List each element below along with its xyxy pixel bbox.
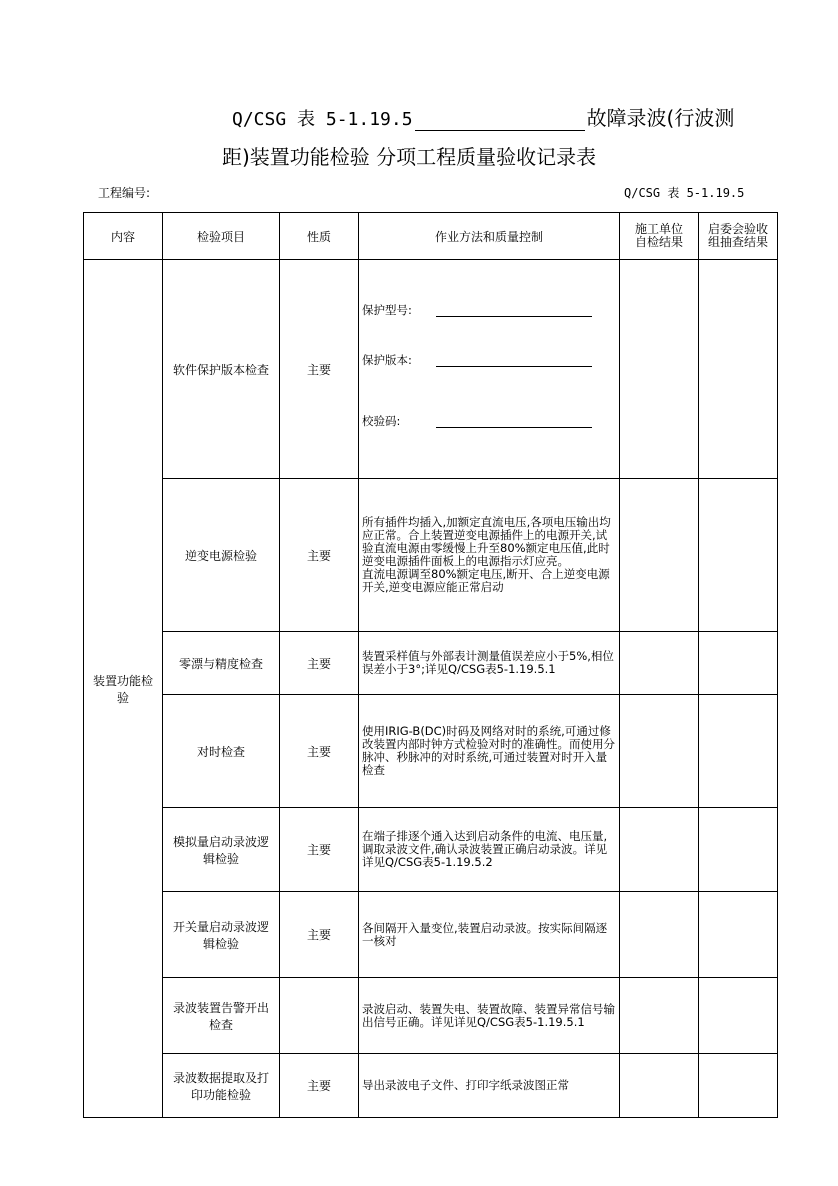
header-self-check-line1: 施工单位 bbox=[634, 222, 683, 236]
method-cell: 所有插件均插入,加额定直流电压,各项电压输出均应正常。合上装置逆变电源插件上的电源开关,试验直流电源由零缓慢上升至80%额定电压值,此时逆变电源插件面板上的电源指示灯应亮。 直流电源调至80%额定电压,断开、合上逆变电源开关,逆变电源应能正常启动 bbox=[359, 479, 620, 632]
nature-cell: 主要 bbox=[280, 479, 359, 632]
self-check-cell[interactable] bbox=[620, 892, 699, 978]
acceptance-cell[interactable] bbox=[699, 1054, 778, 1118]
project-number-label: 工程编号: bbox=[98, 186, 151, 200]
acceptance-cell[interactable] bbox=[699, 632, 778, 695]
method-cell: 使用IRIG-B(DC)时码及网络对时的系统,可通过修改装置内部时钟方式检验对时的准确性。而使用分脉冲、秒脉冲的对时系统,可通过装置对时开入量检查 bbox=[359, 695, 620, 808]
table-row bbox=[84, 695, 778, 808]
title-line1-tail: 故障录波(行波测 bbox=[586, 106, 735, 130]
method-cell bbox=[359, 260, 620, 479]
item-cell: 开关量启动录波逻辑检验 bbox=[163, 892, 280, 978]
self-check-cell[interactable] bbox=[620, 1054, 699, 1118]
header-acceptance-line2: 组抽查结果 bbox=[707, 235, 768, 249]
method-cell: 装置采样值与外部表计测量值误差应小于5%,相位误差小于3°;详见Q/CSG表5-1.19.5.1 bbox=[359, 632, 620, 695]
nature-cell: 主要 bbox=[280, 1054, 359, 1118]
item-cell: 模拟量启动录波逻辑检验 bbox=[163, 808, 280, 892]
checksum-field bbox=[362, 415, 616, 428]
header-item: 检验项目 bbox=[163, 213, 280, 260]
table-row bbox=[84, 978, 778, 1054]
nature-cell: 主要 bbox=[280, 695, 359, 808]
acceptance-record-table bbox=[83, 212, 778, 1118]
self-check-cell[interactable] bbox=[620, 479, 699, 632]
self-check-cell[interactable] bbox=[620, 695, 699, 808]
acceptance-cell[interactable] bbox=[699, 978, 778, 1054]
table-row bbox=[84, 808, 778, 892]
title-form-code: Q/CSG 表 5-1.19.5 bbox=[232, 109, 413, 130]
header-method: 作业方法和质量控制 bbox=[359, 213, 620, 260]
item-cell: 对时检查 bbox=[163, 695, 280, 808]
document-title-line2: 距)装置功能检验 分项工程质量验收记录表 bbox=[222, 145, 597, 169]
title-blank-line bbox=[415, 108, 585, 131]
acceptance-cell[interactable] bbox=[699, 260, 778, 479]
header-acceptance-line1: 启委会验收 bbox=[707, 222, 768, 236]
header-acceptance bbox=[699, 213, 778, 260]
table-row bbox=[84, 632, 778, 695]
table-row bbox=[84, 892, 778, 978]
table-row bbox=[84, 479, 778, 632]
self-check-cell[interactable] bbox=[620, 260, 699, 479]
item-cell: 逆变电源检验 bbox=[163, 479, 280, 632]
item-cell: 录波装置告警开出检查 bbox=[163, 978, 280, 1054]
protection-model-blank bbox=[436, 304, 592, 317]
table-row bbox=[84, 260, 778, 479]
protection-version-blank bbox=[436, 354, 592, 367]
method-cell: 导出录波电子文件、打印字纸录波图正常 bbox=[359, 1054, 620, 1118]
self-check-cell[interactable] bbox=[620, 808, 699, 892]
acceptance-cell[interactable] bbox=[699, 808, 778, 892]
nature-cell: 主要 bbox=[280, 808, 359, 892]
protection-version-label: 保护版本: bbox=[362, 353, 412, 367]
category-cell: 装置功能检验 bbox=[84, 260, 163, 1118]
self-check-cell[interactable] bbox=[620, 978, 699, 1054]
self-check-cell[interactable] bbox=[620, 632, 699, 695]
item-cell: 软件保护版本检查 bbox=[163, 260, 280, 479]
checksum-blank bbox=[436, 415, 592, 428]
nature-cell bbox=[280, 978, 359, 1054]
item-cell: 零漂与精度检查 bbox=[163, 632, 280, 695]
document-title-line1 bbox=[232, 102, 734, 131]
protection-model-label: 保护型号: bbox=[362, 303, 412, 317]
form-code: Q/CSG 表 5-1.19.5 bbox=[624, 186, 745, 200]
table-row bbox=[84, 1054, 778, 1118]
method-cell: 在端子排逐个通入达到启动条件的电流、电压量,调取录波文件,确认录波装置正确启动录波。详见详见Q/CSG表5-1.19.5.2 bbox=[359, 808, 620, 892]
method-cell: 各间隔开入量变位,装置启动录波。按实际间隔逐一核对 bbox=[359, 892, 620, 978]
acceptance-cell[interactable] bbox=[699, 892, 778, 978]
acceptance-cell[interactable] bbox=[699, 695, 778, 808]
header-content: 内容 bbox=[84, 213, 163, 260]
nature-cell: 主要 bbox=[280, 892, 359, 978]
header-self-check-line2: 自检结果 bbox=[634, 235, 683, 249]
acceptance-cell[interactable] bbox=[699, 479, 778, 632]
header-nature: 性质 bbox=[280, 213, 359, 260]
checksum-label: 校验码: bbox=[362, 414, 401, 428]
header-self-check bbox=[620, 213, 699, 260]
protection-version-field bbox=[362, 354, 616, 367]
method-cell: 录波启动、装置失电、装置故障、装置异常信号输出信号正确。详见详见Q/CSG表5-1.19.5.1 bbox=[359, 978, 620, 1054]
table-header-row bbox=[84, 213, 778, 260]
item-cell: 录波数据提取及打印功能检验 bbox=[163, 1054, 280, 1118]
nature-cell: 主要 bbox=[280, 632, 359, 695]
nature-cell: 主要 bbox=[280, 260, 359, 479]
protection-model-field bbox=[362, 304, 616, 317]
